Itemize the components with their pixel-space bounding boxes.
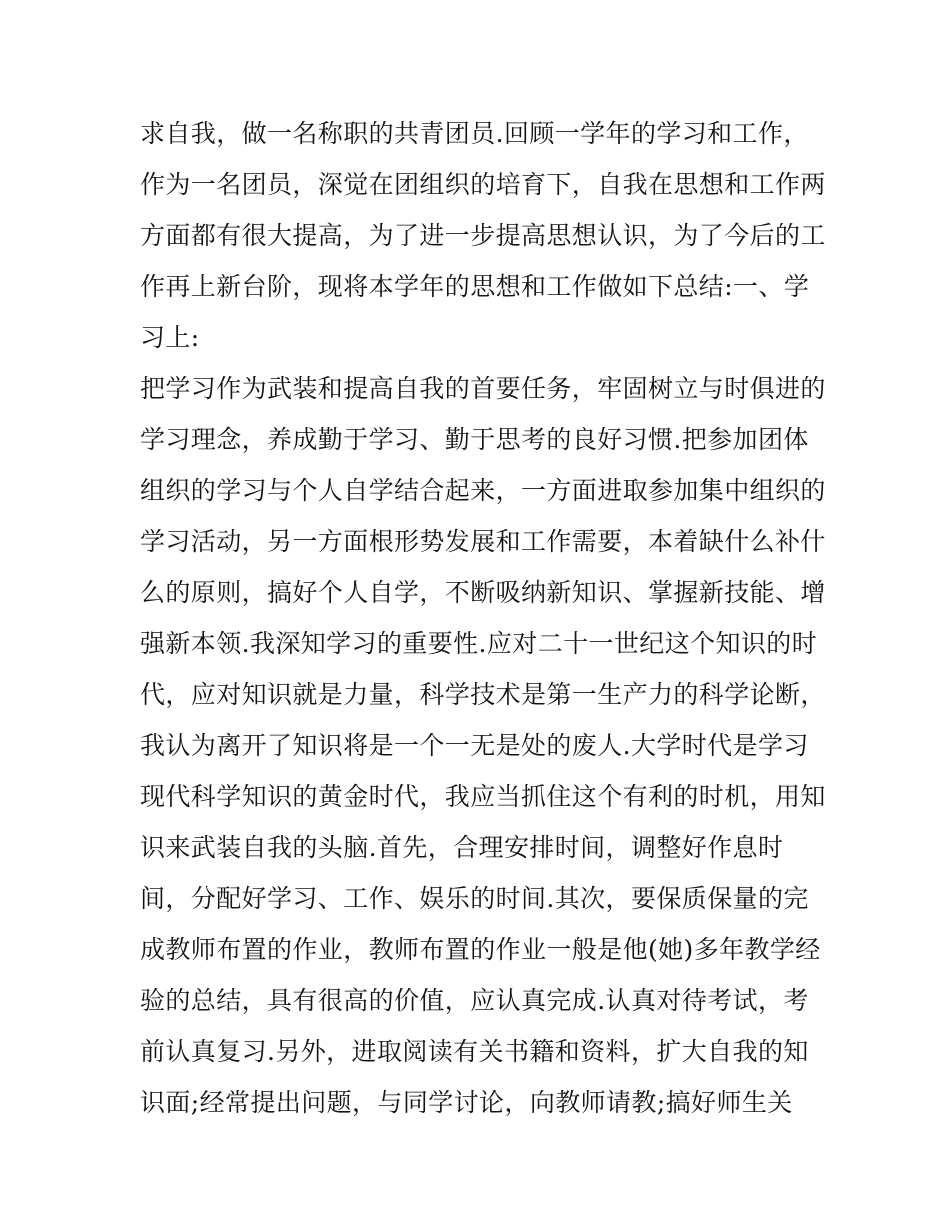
text-line: 代，应对知识就是力量，科学技术是第一生产力的科学论断， [140, 680, 826, 709]
text-line: 作为一名团员，深觉在团组织的培育下，自我在思想和工作两 [140, 170, 826, 199]
text-line: 现代科学知识的黄金时代，我应当抓住这个有利的时机，用知 [140, 782, 826, 811]
body-text [140, 108, 826, 1128]
text-line: 求自我，做一名称职的共青团员.回顾一学年的学习和工作， [140, 119, 809, 148]
text-line: 作再上新台阶，现将本学年的思想和工作做如下总结:一、学 [140, 272, 810, 301]
text-line: 么的原则，搞好个人自学，不断吸纳新知识、掌握新技能、增 [140, 578, 826, 607]
text-line: 间，分配好学习、工作、娱乐的时间.其次，要保质保量的完 [140, 884, 809, 913]
text-line: 识面;经常提出问题，与同学讨论，向教师请教;搞好师生关 [140, 1088, 793, 1117]
text-line: 学习活动，另一方面根形势发展和工作需要，本着缺什么补什 [140, 527, 826, 556]
text-line: 方面都有很大提高，为了进一步提高思想认识，为了今后的工 [140, 221, 826, 250]
text-line: 把学习作为武装和提高自我的首要任务，牢固树立与时俱进的 [140, 374, 826, 403]
text-line: 验的总结，具有很高的价值，应认真完成.认真对待考试，考 [140, 986, 809, 1015]
text-line: 识来武装自我的头脑.首先，合理安排时间，调整好作息时 [140, 833, 784, 862]
text-line: 强新本领.我深知学习的重要性.应对二十一世纪这个知识的时 [140, 629, 818, 658]
text-line: 学习理念，养成勤于学习、勤于思考的良好习惯.把参加团体 [140, 425, 809, 454]
text-line: 成教师布置的作业，教师布置的作业一般是他(她)多年教学经 [140, 935, 821, 964]
text-line: 组织的学习与个人自学结合起来，一方面进取参加集中组织的 [140, 476, 826, 505]
text-line: 前认真复习.另外，进取阅读有关书籍和资料，扩大自我的知 [140, 1037, 809, 1066]
text-line: 我认为离开了知识将是一个一无是处的废人.大学时代是学习 [140, 731, 809, 760]
text-line: 习上: [140, 323, 200, 352]
